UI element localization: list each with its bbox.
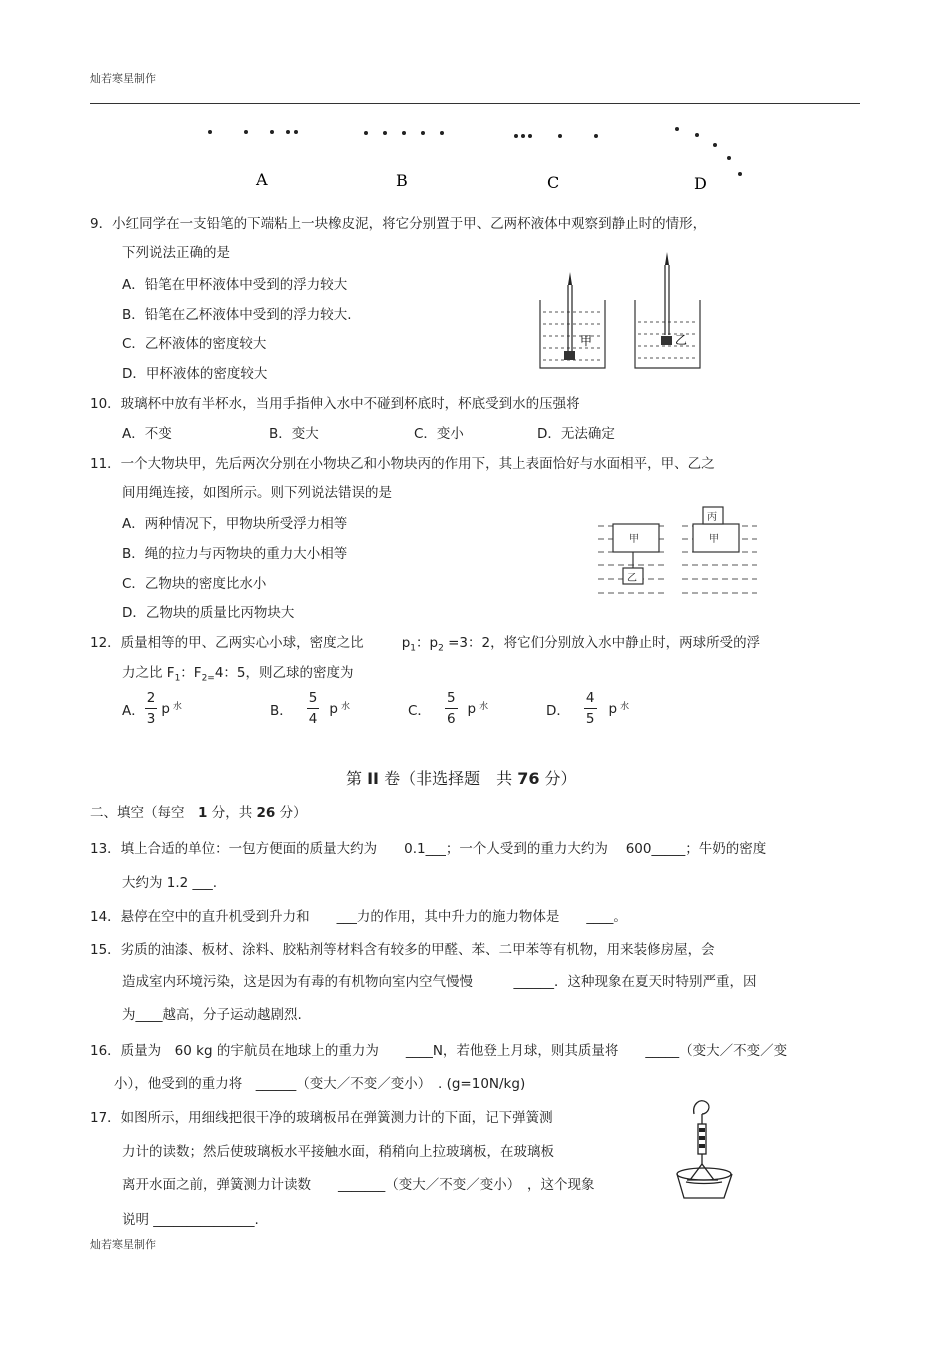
- beaker-label-jia: 甲: [580, 334, 593, 348]
- q12-rho-2: ：p: [416, 635, 439, 651]
- q12-option-b-rho: p: [329, 700, 338, 717]
- q11-option-c: C．乙物块的密度比水小: [122, 576, 267, 592]
- part-2-prefix: 二、填空（每空: [90, 805, 198, 821]
- q16-line1: 16．质量为 60 kg 的宇航员在地球上的重力为 ____N，若他登上月球，则其质量将 _____（变大／不变／变: [90, 1043, 788, 1059]
- part-2-suffix: 分）: [275, 805, 307, 821]
- q11-blocks-figure: [595, 505, 765, 600]
- q12-option-a: [122, 688, 182, 729]
- dot-label-b: B: [396, 171, 408, 190]
- block-label-jia-1: 甲: [629, 534, 639, 545]
- q15-line2: 造成室内环境污染，这是因为有毒的有机物向室内空气慢慢 ______．这种现象在夏天时特别严重，因: [122, 974, 757, 990]
- q10-option-b: B．变大: [269, 426, 319, 442]
- q12-option-d-water: 水: [620, 702, 630, 712]
- q17-line4: 说明 _______________.: [122, 1212, 259, 1228]
- header-rule: [90, 103, 860, 104]
- q9-option-c: C．乙杯液体的密度较大: [122, 336, 267, 352]
- q11-option-a: A．两种情况下，甲物块所受浮力相等: [122, 516, 348, 532]
- q12-force-1: 力之比 F: [122, 665, 175, 681]
- section-2-suffix: 分）: [539, 769, 577, 788]
- q12-option-b-den: 4: [308, 711, 318, 727]
- q12-stem-line1: [90, 631, 760, 654]
- q12-option-c-letter: C．: [408, 702, 431, 719]
- part-2-total: 26: [256, 805, 276, 821]
- q12-option-d-rho: p: [608, 700, 618, 717]
- q12-stem-text-a: 12．质量相等的甲、乙两实心小球，密度之比: [90, 635, 364, 651]
- part-2-heading: [90, 801, 307, 821]
- q14-line1: 14．悬停在空中的直升机受到升力和 ___力的作用，其中升力的施力物体是 ____。: [90, 909, 627, 925]
- block-label-yi: 乙: [627, 573, 637, 584]
- q12-sub-2: 2: [438, 643, 444, 654]
- q9-stem-line2: 下列说法正确的是: [122, 245, 230, 261]
- section-2-prefix: 第: [346, 769, 368, 788]
- q12-option-a-rho: p: [161, 700, 170, 717]
- q13-line2: 大约为 1.2 ___.: [122, 875, 218, 891]
- q12-sub-1: 1: [410, 643, 416, 654]
- q9-option-d: D．甲杯液体的密度较大: [122, 366, 268, 382]
- section-2-score: 76: [517, 769, 540, 788]
- beaker-label-yi: 乙: [675, 333, 688, 347]
- q12-option-a-letter: A．: [122, 702, 145, 719]
- q12-option-c-den: 6: [446, 711, 456, 727]
- q12-option-c-num: 5: [445, 688, 458, 709]
- q12-option-b-num: 5: [307, 688, 320, 709]
- q12-force-sub-2: 2=: [201, 673, 215, 684]
- q12-option-c-fraction: [445, 688, 458, 729]
- part-2-per-blank: 1: [198, 805, 208, 821]
- q11-stem-line1: 11．一个大物块甲，先后两次分别在小物块乙和小物块丙的作用下，其上表面恰好与水面相平，甲、乙之: [90, 456, 715, 472]
- part-2-middle: 分，共: [207, 805, 257, 821]
- q10-option-a: A．不变: [122, 426, 172, 442]
- q9-option-b: B．铅笔在乙杯液体中受到的浮力较大.: [122, 307, 352, 323]
- q10-option-c: C．变小: [414, 426, 464, 442]
- q9-beakers-figure: [535, 250, 715, 375]
- q12-option-a-num: 2: [145, 688, 158, 709]
- q13-line1: 13．填上合适的单位：一包方便面的质量大约为 0.1___；一个人受到的重力大约为 600_____；牛奶的密度: [90, 841, 767, 857]
- q12-option-b-fraction: [307, 688, 320, 729]
- q12-option-c-rho: p: [467, 700, 477, 717]
- q12-option-a-fraction: [145, 688, 158, 729]
- q15-line1: 15．劣质的油漆、板材、涂料、胶粘剂等材料含有较多的甲醛、苯、二甲苯等有机物，用来装修房屋，会: [90, 942, 715, 958]
- q12-option-a-water: 水: [172, 702, 182, 712]
- q11-stem-line2: 间用绳连接，如图所示。则下列说法错误的是: [122, 485, 392, 501]
- q12-option-a-den: 3: [146, 711, 156, 727]
- q16-line2: 小），他受到的重力将 ______（变大／不变／变小） . (g=10N/kg): [114, 1076, 526, 1092]
- q12-option-d-fraction: [584, 688, 597, 729]
- q17-spring-scale-figure: [672, 1092, 742, 1207]
- q12-option-b: [270, 688, 350, 729]
- q12-option-d-letter: D．: [546, 702, 570, 719]
- q12-option-c: [408, 688, 488, 729]
- q9-stem-line1: 9．小红同学在一支铅笔的下端粘上一块橡皮泥，将它分别置于甲、乙两杯液体中观察到静止时的情形，: [90, 216, 707, 232]
- q10-stem: 10．玻璃杯中放有半杯水，当用手指伸入水中不碰到杯底时，杯底受到水的压强将: [90, 396, 580, 412]
- q12-stem-text-c: 4：5，则乙球的密度为: [214, 665, 354, 681]
- q10-option-d: D．无法确定: [537, 426, 615, 442]
- section-2-middle: 卷（非选择题 共: [379, 769, 518, 788]
- q12-option-d: [546, 688, 629, 729]
- dot-label-c: C: [547, 173, 560, 192]
- q12-option-d-den: 5: [585, 711, 595, 727]
- block-label-jia-2: 甲: [709, 534, 719, 545]
- q15-line3: 为____越高，分子运动越剧烈.: [122, 1007, 302, 1023]
- q12-rho-1: p: [401, 635, 411, 651]
- q12-force-2: ：F: [180, 665, 202, 681]
- q12-option-b-letter: B．: [270, 702, 293, 719]
- q11-option-d: D．乙物块的质量比丙物块大: [122, 605, 295, 621]
- q12-option-b-water: 水: [340, 702, 350, 712]
- section-2-title: [346, 766, 577, 789]
- q12-force-sub-1: 1: [174, 673, 181, 684]
- q12-stem-text-b: =3：2，将它们分别放入水中静止时，两球所受的浮: [443, 635, 761, 651]
- q12-stem-line2: [122, 661, 354, 684]
- page-header: 灿若寒星制作: [90, 72, 156, 85]
- dot-label-a: A: [256, 170, 268, 189]
- q9-option-a: A．铅笔在甲杯液体中受到的浮力较大: [122, 277, 348, 293]
- q17-line1: 17．如图所示，用细线把很干净的玻璃板吊在弹簧测力计的下面，记下弹簧测: [90, 1110, 553, 1126]
- page-footer: 灿若寒星制作: [90, 1238, 156, 1251]
- q12-option-d-num: 4: [584, 688, 597, 709]
- q17-line2: 力计的读数；然后使玻璃板水平接触水面，稍稍向上拉玻璃板，在玻璃板: [122, 1144, 554, 1160]
- dot-sequence-figure: [190, 118, 760, 198]
- q12-option-c-water: 水: [479, 702, 489, 712]
- block-label-bing: 丙: [707, 512, 717, 523]
- q11-option-b: B．绳的拉力与丙物块的重力大小相等: [122, 546, 348, 562]
- dot-label-d: D: [694, 174, 707, 193]
- section-2-roman: II: [367, 769, 379, 788]
- q17-line3: 离开水面之前，弹簧测力计读数 _______（变大／不变／变小） ，这个现象: [122, 1177, 595, 1193]
